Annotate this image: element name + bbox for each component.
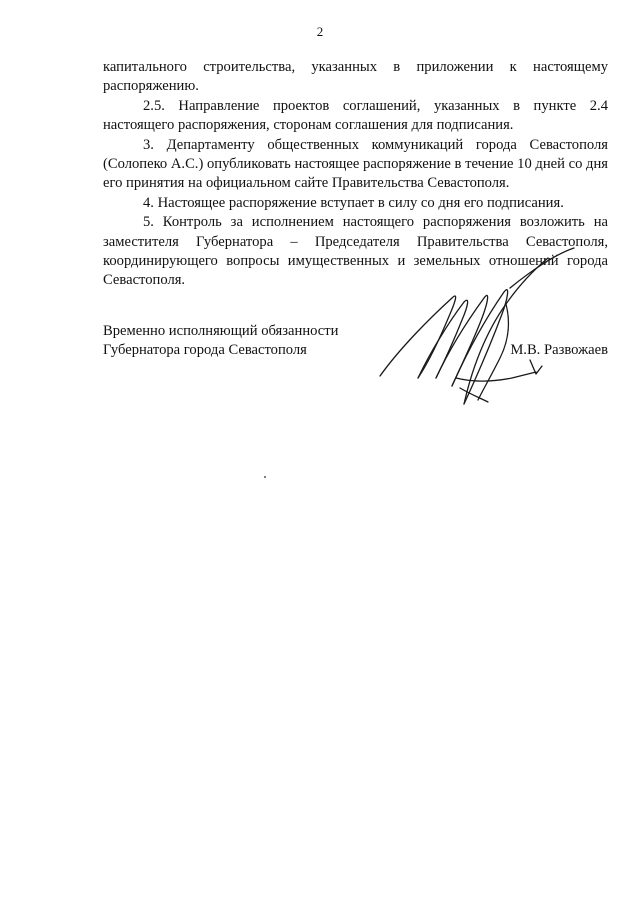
signer-name: М.В. Развожаев [510, 342, 608, 358]
signatory-position-line-2: Губернатора города Севастополя [103, 342, 307, 359]
signatory-position-line-1: Временно исполняющий обязанности [103, 323, 339, 339]
paragraph-continuation: капитального строительства, указанных в приложении к настоящему распоряжению. [103, 59, 608, 95]
handwritten-signature-icon [360, 228, 620, 428]
paragraph-item-2-5: 2.5. Направление проектов соглашений, указанных в пункте 2.4 настоящего распоряжения, сторонам соглашения для подписания. [103, 97, 608, 134]
paragraph-item-5: 5. Контроль за исполнением настоящего распоряжения возложить на заместителя Губернатора – Председателя Правительства Севастополя, координирующего вопросы имущественных и земельных отношений города Севастополя. [103, 214, 608, 289]
paragraph-item-3: 3. Департаменту общественных коммуникаций города Севастополя (Солопеко А.С.) опубликовать настоящее распоряжение в течение 10 дней со дня его принятия на официальном сайте Правительства Севастополя. [103, 136, 608, 192]
scan-speck [264, 476, 266, 478]
paragraph-item-4: 4. Настоящее распоряжение вступает в силу со дня его подписания. [143, 194, 564, 211]
page-number: 2 [316, 24, 324, 39]
